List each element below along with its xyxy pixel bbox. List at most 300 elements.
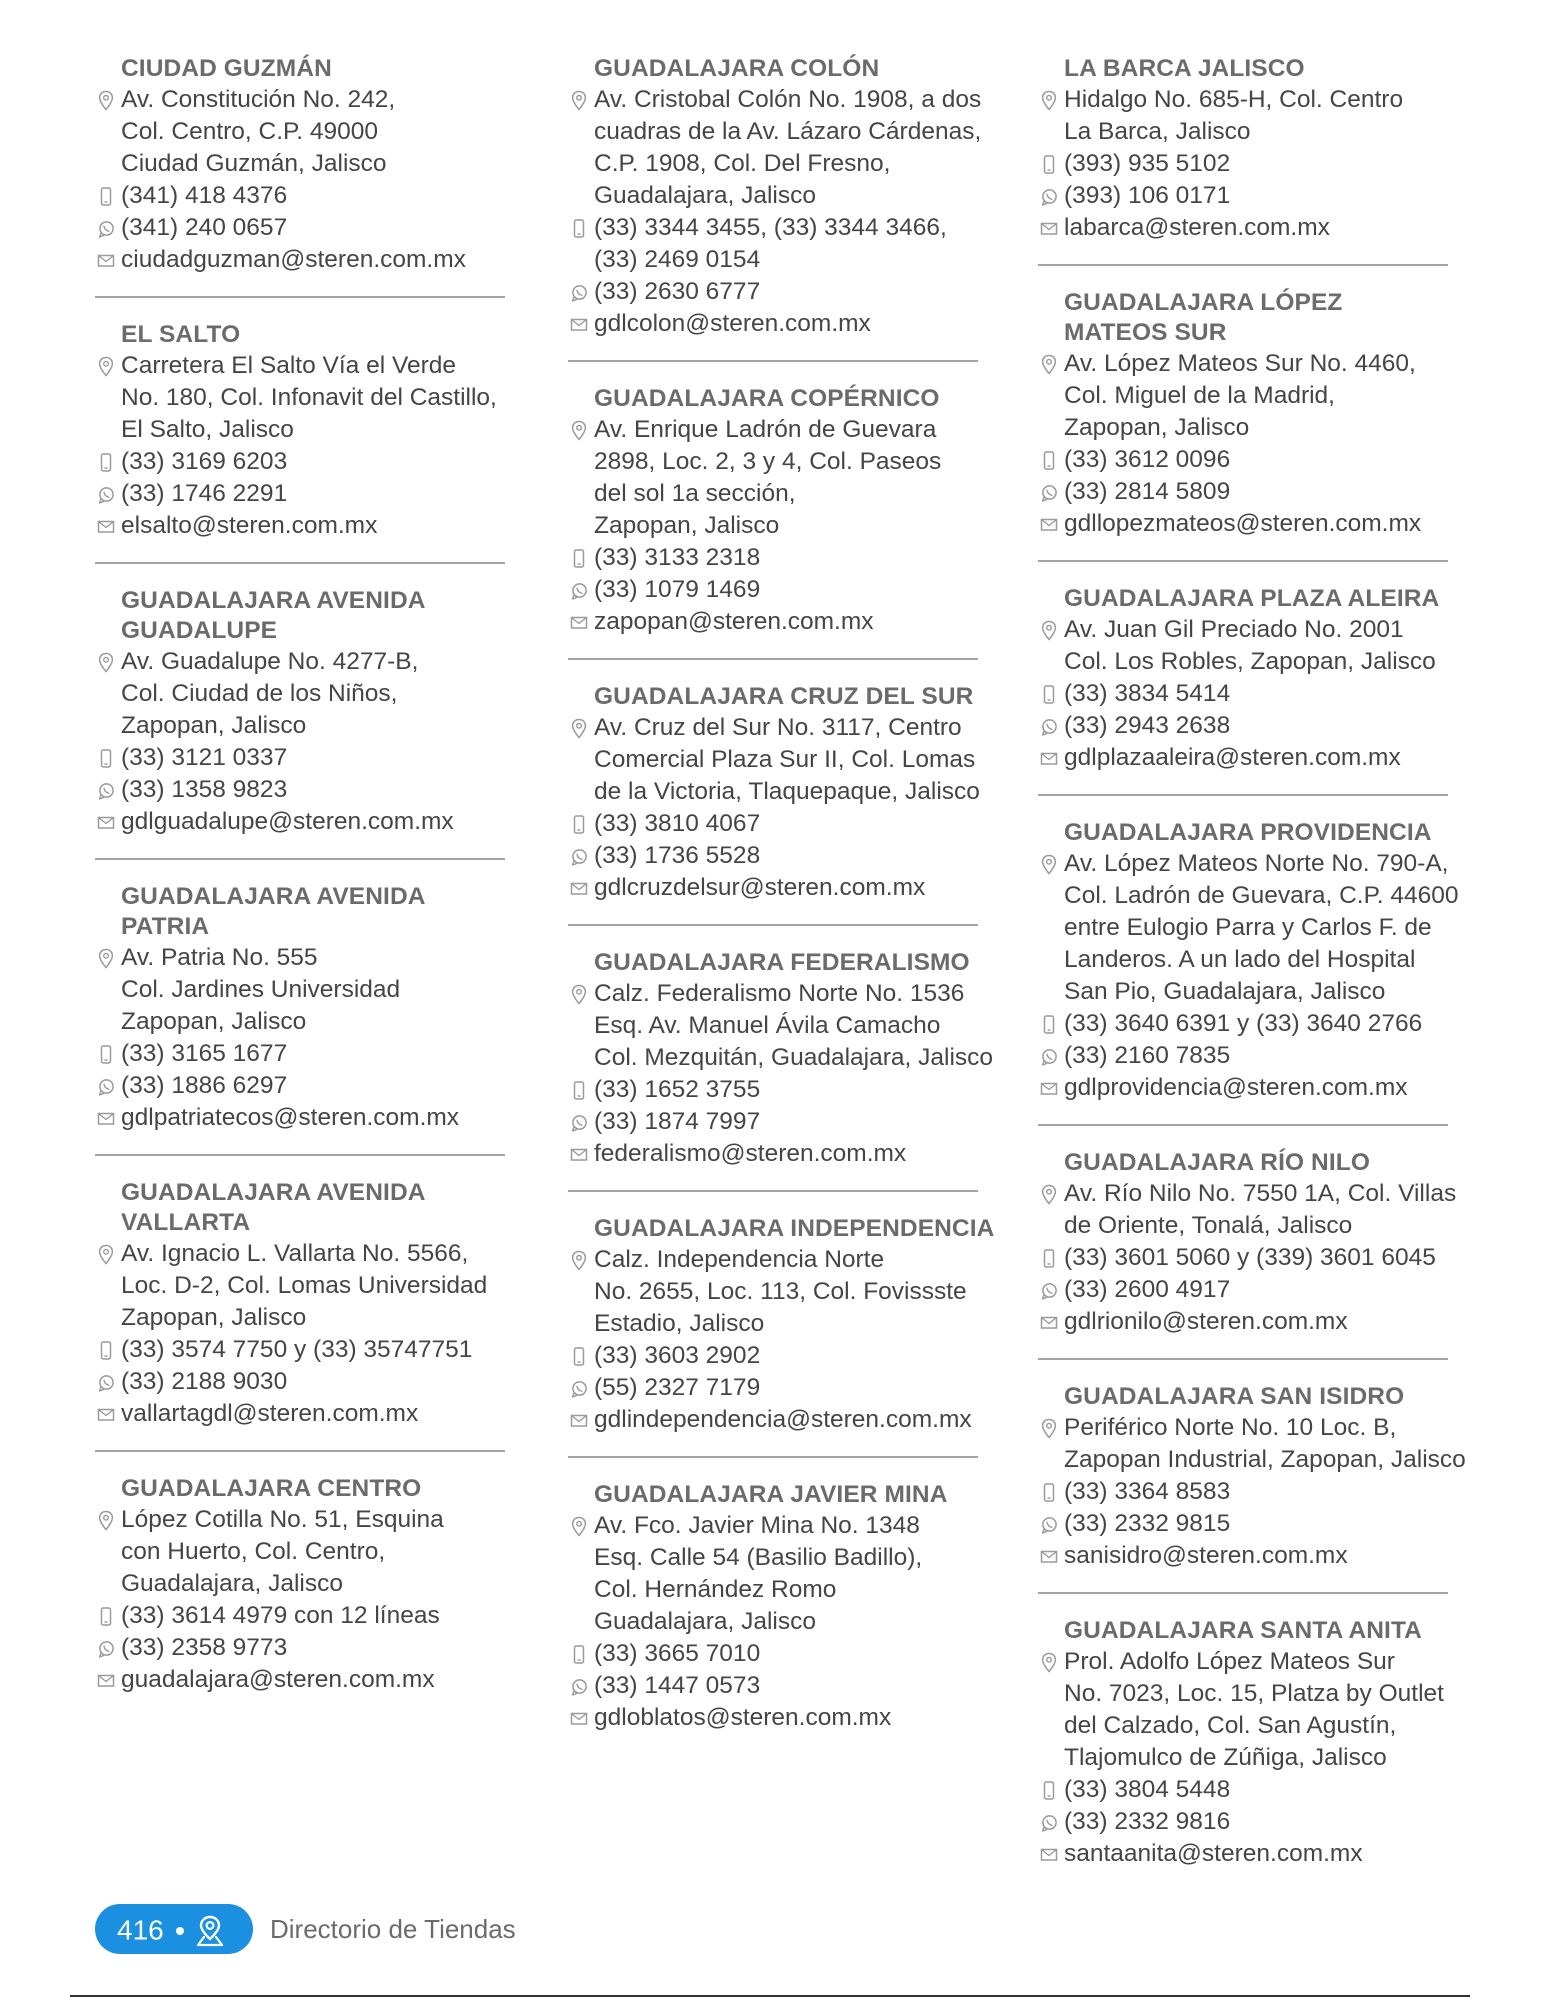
envelope-icon <box>570 1143 588 1165</box>
store-phone-text: (33) 3834 5414 <box>1064 680 1231 707</box>
store-address-line-text: Zapopan Industrial, Zapopan, Jalisco <box>1064 1446 1466 1473</box>
store-phone-text: (33) 2469 0154 <box>594 246 761 273</box>
envelope-icon <box>570 313 588 335</box>
whatsapp-icon <box>97 483 115 505</box>
store-divider <box>95 562 505 564</box>
store-address-line-text: Av. Guadalupe No. 4277-B, <box>121 648 419 675</box>
store-address-line-text: Zapopan, Jalisco <box>594 512 780 539</box>
store-name: GUADALAJARA PROVIDENCIA <box>1064 819 1432 846</box>
store-whatsapp <box>594 1106 998 1138</box>
store-address-line-text: Av. López Mateos Sur No. 4460, <box>1064 350 1416 377</box>
store-address-line-text: Av. Enrique Ladrón de Guevara <box>594 416 937 443</box>
store-address-line <box>1064 848 1468 880</box>
store-email-link[interactable] <box>1064 1306 1468 1338</box>
store-address-line <box>121 1568 525 1600</box>
store-email-link-text: ciudadguzman@steren.com.mx <box>121 246 466 273</box>
store-address-line <box>594 744 998 776</box>
store-address-line <box>1064 348 1468 380</box>
store-address-line <box>594 478 998 510</box>
store-address-line-text: Prol. Adolfo López Mateos Sur <box>1064 1648 1395 1675</box>
store-divider <box>95 858 505 860</box>
store-address-line-text: Col. Ciudad de los Niños, <box>121 680 398 707</box>
store-phone <box>1064 1242 1468 1274</box>
store-email-link-text: gdlcolon@steren.com.mx <box>594 310 871 337</box>
location-pin-icon <box>1040 1651 1058 1673</box>
store-address-line-text: Estadio, Jalisco <box>594 1310 765 1337</box>
location-pin-icon <box>97 1509 115 1531</box>
store-name: GUADALAJARA AVENIDA <box>121 587 426 614</box>
store-divider <box>568 924 978 926</box>
store-whatsapp-text: (33) 2600 4917 <box>1064 1276 1231 1303</box>
store-address-line <box>594 1510 998 1542</box>
store-address-line-text: de la Victoria, Tlaquepaque, Jalisco <box>594 778 980 805</box>
envelope-icon <box>1040 1545 1058 1567</box>
store-address-line <box>121 942 525 974</box>
mobile-phone-icon <box>1040 153 1058 175</box>
store-email-link[interactable] <box>121 1664 525 1696</box>
store-address-line-text: Loc. D-2, Col. Lomas Universidad <box>121 1272 488 1299</box>
store-email-link[interactable] <box>121 510 525 542</box>
store-email-link[interactable] <box>594 1404 998 1436</box>
store-email-link[interactable] <box>121 244 525 276</box>
store-email-link-text: santaanita@steren.com.mx <box>1064 1840 1363 1867</box>
store-whatsapp-text: (33) 1886 6297 <box>121 1072 288 1099</box>
store-address-line <box>594 446 998 478</box>
store-entry <box>95 54 525 276</box>
envelope-icon <box>1040 217 1058 239</box>
store-phone <box>121 180 525 212</box>
store-address-line-text: entre Eulogio Parra y Carlos F. de <box>1064 914 1432 941</box>
store-address-line <box>121 1006 525 1038</box>
store-address-line-text: Guadalajara, Jalisco <box>121 1570 343 1597</box>
store-address-line-text: Av. Ignacio L. Vallarta No. 5566, <box>121 1240 469 1267</box>
store-name: CIUDAD GUZMÁN <box>121 55 332 82</box>
envelope-icon <box>97 1403 115 1425</box>
store-email-link[interactable] <box>121 1102 525 1134</box>
directory-column-1 <box>95 54 525 1696</box>
store-email-link[interactable] <box>594 308 998 340</box>
store-email-link-text: gdlguadalupe@steren.com.mx <box>121 808 454 835</box>
whatsapp-icon <box>1040 1513 1058 1535</box>
store-phone-text: (33) 3665 7010 <box>594 1640 761 1667</box>
store-whatsapp <box>1064 1806 1468 1838</box>
store-phone <box>1064 1774 1468 1806</box>
store-email-link[interactable] <box>594 1138 998 1170</box>
store-address-line <box>594 116 998 148</box>
location-pin-icon <box>97 89 115 111</box>
store-address-line <box>594 1042 998 1074</box>
store-name: MATEOS SUR <box>1064 319 1227 346</box>
store-address-line <box>1064 1646 1468 1678</box>
store-whatsapp <box>121 212 525 244</box>
store-email-link[interactable] <box>1064 1540 1468 1572</box>
store-address-line-text: Guadalajara, Jalisco <box>594 1608 816 1635</box>
store-name: LA BARCA JALISCO <box>1064 55 1305 82</box>
store-phone <box>594 244 998 276</box>
store-address-line-text: C.P. 1908, Col. Del Fresno, <box>594 150 891 177</box>
mobile-phone-icon <box>570 217 588 239</box>
store-phone-text: (33) 3640 6391 y (33) 3640 2766 <box>1064 1010 1423 1037</box>
section-title: Directorio de Tiendas <box>270 1914 516 1944</box>
store-address-line-text: Av. López Mateos Norte No. 790-A, <box>1064 850 1449 877</box>
store-email-link[interactable] <box>1064 1072 1468 1104</box>
store-whatsapp <box>1064 710 1468 742</box>
store-address-line <box>1064 1412 1468 1444</box>
mobile-phone-icon <box>570 1643 588 1665</box>
whatsapp-icon <box>97 1637 115 1659</box>
store-address-line <box>121 350 525 382</box>
store-address-line <box>1064 116 1468 148</box>
location-pin-icon <box>1040 619 1058 641</box>
store-divider <box>568 1456 978 1458</box>
store-whatsapp <box>121 1366 525 1398</box>
store-address-line-text: Col. Centro, C.P. 49000 <box>121 118 378 145</box>
whatsapp-icon <box>570 1675 588 1697</box>
store-email-link-text: labarca@steren.com.mx <box>1064 214 1330 241</box>
store-phone-text: (33) 3574 7750 y (33) 35747751 <box>121 1336 473 1363</box>
store-name: GUADALAJARA INDEPENDENCIA <box>594 1215 995 1242</box>
store-divider <box>1038 1592 1448 1594</box>
store-address-line-text: cuadras de la Av. Lázaro Cárdenas, <box>594 118 982 145</box>
store-email-link-text: sanisidro@steren.com.mx <box>1064 1542 1348 1569</box>
store-address-line <box>594 510 998 542</box>
store-address-line-text: Zapopan, Jalisco <box>121 712 307 739</box>
store-name: PATRIA <box>121 913 210 940</box>
store-divider <box>95 296 505 298</box>
store-whatsapp <box>1064 476 1468 508</box>
store-whatsapp <box>1064 1040 1468 1072</box>
store-address-line-text: Esq. Av. Manuel Ávila Camacho <box>594 1012 941 1039</box>
store-email-link-text: gdllopezmateos@steren.com.mx <box>1064 510 1422 537</box>
store-whatsapp <box>1064 1508 1468 1540</box>
store-name: GUADALAJARA AVENIDA <box>121 883 426 910</box>
store-email-link-text: federalismo@steren.com.mx <box>594 1140 907 1167</box>
store-address-line <box>1064 614 1468 646</box>
mobile-phone-icon <box>570 813 588 835</box>
store-address-line <box>594 84 998 116</box>
store-address-line-text: Calz. Federalismo Norte No. 1536 <box>594 980 965 1007</box>
store-whatsapp-text: (393) 106 0171 <box>1064 182 1231 209</box>
store-entry <box>1038 54 1468 244</box>
mobile-phone-icon <box>97 1339 115 1361</box>
whatsapp-icon <box>570 579 588 601</box>
store-name: GUADALAJARA CRUZ DEL SUR <box>594 683 974 710</box>
store-entry <box>95 1178 525 1430</box>
location-pin-icon <box>570 717 588 739</box>
store-whatsapp-text: (33) 1874 7997 <box>594 1108 761 1135</box>
location-pin-icon <box>570 1249 588 1271</box>
store-phone <box>121 1600 525 1632</box>
store-email-link[interactable] <box>1064 212 1468 244</box>
store-address-line <box>594 180 998 212</box>
store-email-link[interactable] <box>1064 1838 1468 1870</box>
store-address-line-text: 2898, Loc. 2, 3 y 4, Col. Paseos <box>594 448 942 475</box>
store-email-link[interactable] <box>1064 742 1468 774</box>
store-address-line-text: Calz. Independencia Norte <box>594 1246 885 1273</box>
store-phone <box>121 742 525 774</box>
mobile-phone-icon <box>1040 1481 1058 1503</box>
whatsapp-icon <box>570 1111 588 1133</box>
store-whatsapp-text: (33) 2160 7835 <box>1064 1042 1231 1069</box>
envelope-icon <box>1040 1077 1058 1099</box>
whatsapp-icon <box>97 779 115 801</box>
store-phone-text: (33) 3133 2318 <box>594 544 761 571</box>
store-phone <box>1064 1008 1468 1040</box>
store-address-line <box>121 710 525 742</box>
separator-dot <box>176 1927 184 1935</box>
store-address-line <box>594 1276 998 1308</box>
store-name: VALLARTA <box>121 1209 251 1236</box>
store-entry <box>1038 584 1468 774</box>
store-address-line <box>594 1542 998 1574</box>
store-phone-text: (33) 3344 3455, (33) 3344 3466, <box>594 214 947 241</box>
store-email-link-text: gdlplazaaleira@steren.com.mx <box>1064 744 1401 771</box>
store-name: GUADALAJARA JAVIER MINA <box>594 1481 948 1508</box>
whatsapp-icon <box>97 1371 115 1393</box>
store-phone-text: (33) 3364 8583 <box>1064 1478 1231 1505</box>
store-whatsapp <box>121 1070 525 1102</box>
location-pin-icon <box>1040 89 1058 111</box>
store-whatsapp <box>121 774 525 806</box>
store-whatsapp <box>594 1372 998 1404</box>
store-address-line-text: No. 180, Col. Infonavit del Castillo, <box>121 384 497 411</box>
store-email-link[interactable] <box>121 1398 525 1430</box>
store-address-line <box>121 116 525 148</box>
footer-divider <box>70 1995 1470 1997</box>
store-name: GUADALUPE <box>121 617 278 644</box>
store-whatsapp <box>1064 1274 1468 1306</box>
store-email-link-text: gdlindependencia@steren.com.mx <box>594 1406 972 1433</box>
store-address-line <box>121 678 525 710</box>
store-entry <box>1038 1616 1468 1870</box>
store-phone <box>594 1638 998 1670</box>
store-name: GUADALAJARA RÍO NILO <box>1064 1149 1370 1176</box>
store-phone-text: (33) 3121 0337 <box>121 744 288 771</box>
store-address-line <box>121 148 525 180</box>
store-address-line <box>1064 380 1468 412</box>
store-address-line-text: San Pio, Guadalajara, Jalisco <box>1064 978 1386 1005</box>
store-phone-text: (33) 1652 3755 <box>594 1076 761 1103</box>
store-email-link[interactable] <box>121 806 525 838</box>
store-address-line <box>1064 1178 1468 1210</box>
store-divider <box>95 1154 505 1156</box>
store-address-line <box>1064 944 1468 976</box>
store-address-line-text: Col. Hernández Romo <box>594 1576 837 1603</box>
store-name: GUADALAJARA COLÓN <box>594 55 880 82</box>
store-address-line <box>1064 412 1468 444</box>
store-entry <box>568 682 998 904</box>
store-email-link-text: gdlcruzdelsur@steren.com.mx <box>594 874 926 901</box>
mobile-phone-icon <box>97 451 115 473</box>
store-address-line <box>594 1606 998 1638</box>
store-address-line-text: Av. Cristobal Colón No. 1908, a dos <box>594 86 982 113</box>
store-whatsapp-text: (33) 2814 5809 <box>1064 478 1231 505</box>
store-divider <box>1038 264 1448 266</box>
mobile-phone-icon <box>97 185 115 207</box>
store-address-line-text: Av. Río Nilo No. 7550 1A, Col. Villas <box>1064 1180 1457 1207</box>
store-phone-text: (33) 3614 4979 con 12 líneas <box>121 1602 440 1629</box>
store-phone <box>594 1340 998 1372</box>
store-phone <box>594 1074 998 1106</box>
mobile-phone-icon <box>1040 1779 1058 1801</box>
location-pin-icon <box>570 419 588 441</box>
whatsapp-icon <box>570 845 588 867</box>
store-email-link-text: guadalajara@steren.com.mx <box>121 1666 435 1693</box>
whatsapp-icon <box>1040 715 1058 737</box>
store-divider <box>568 360 978 362</box>
envelope-icon <box>1040 747 1058 769</box>
store-address-line-text: Col. Ladrón de Guevara, C.P. 44600 <box>1064 882 1459 909</box>
store-phone <box>1064 678 1468 710</box>
store-phone-text: (33) 3804 5448 <box>1064 1776 1231 1803</box>
mobile-phone-icon <box>1040 1247 1058 1269</box>
store-address-line-text: Col. Los Robles, Zapopan, Jalisco <box>1064 648 1436 675</box>
store-address-line-text: Periférico Norte No. 10 Loc. B, <box>1064 1414 1397 1441</box>
store-name: GUADALAJARA PLAZA ALEIRA <box>1064 585 1440 612</box>
store-whatsapp <box>1064 180 1468 212</box>
store-entry <box>568 54 998 340</box>
store-whatsapp-text: (341) 240 0657 <box>121 214 288 241</box>
store-address-line-text: Av. Fco. Javier Mina No. 1348 <box>594 1512 920 1539</box>
store-entry <box>1038 818 1468 1104</box>
store-whatsapp-text: (33) 2358 9773 <box>121 1634 288 1661</box>
store-divider <box>1038 1124 1448 1126</box>
store-whatsapp <box>121 1632 525 1664</box>
store-address-line-text: Col. Mezquitán, Guadalajara, Jalisco <box>594 1044 994 1071</box>
store-email-link[interactable] <box>1064 508 1468 540</box>
store-email-link-text: vallartagdl@steren.com.mx <box>121 1400 419 1427</box>
store-phone <box>121 1334 525 1366</box>
store-address-line <box>594 978 998 1010</box>
whatsapp-icon <box>1040 481 1058 503</box>
location-pin-icon <box>97 947 115 969</box>
store-email-link[interactable] <box>594 1702 998 1734</box>
store-whatsapp-text: (33) 2943 2638 <box>1064 712 1231 739</box>
store-address-line <box>121 1270 525 1302</box>
store-address-line-text: Zapopan, Jalisco <box>1064 414 1250 441</box>
store-phone-text: (33) 3603 2902 <box>594 1342 761 1369</box>
location-pin-icon <box>1040 1417 1058 1439</box>
envelope-icon <box>570 611 588 633</box>
store-address-line-text: No. 7023, Loc. 15, Platza by Outlet <box>1064 1680 1444 1707</box>
store-address-line-text: Esq. Calle 54 (Basilio Badillo), <box>594 1544 923 1571</box>
store-whatsapp <box>594 1670 998 1702</box>
envelope-icon <box>97 1669 115 1691</box>
store-address-line <box>1064 912 1468 944</box>
store-address-line <box>1064 880 1468 912</box>
store-whatsapp <box>594 840 998 872</box>
envelope-icon <box>1040 513 1058 535</box>
store-entry <box>568 1214 998 1436</box>
store-address-line <box>594 414 998 446</box>
store-divider <box>95 1450 505 1452</box>
store-address-line-text: Ciudad Guzmán, Jalisco <box>121 150 387 177</box>
store-entry <box>1038 288 1468 540</box>
store-whatsapp-text: (33) 2332 9815 <box>1064 1510 1231 1537</box>
store-whatsapp-text: (33) 1358 9823 <box>121 776 288 803</box>
store-address-line <box>1064 976 1468 1008</box>
store-whatsapp-text: (33) 2188 9030 <box>121 1368 288 1395</box>
store-whatsapp-text: (33) 1746 2291 <box>121 480 288 507</box>
store-divider <box>568 1190 978 1192</box>
store-address-line-text: del Calzado, Col. San Agustín, <box>1064 1712 1397 1739</box>
store-address-line <box>1064 1210 1468 1242</box>
store-phone-text: (33) 3165 1677 <box>121 1040 288 1067</box>
envelope-icon <box>1040 1843 1058 1865</box>
directory-column-2 <box>568 54 998 1734</box>
store-address-line-text: Av. Patria No. 555 <box>121 944 318 971</box>
store-address-line <box>121 414 525 446</box>
store-phone-text: (33) 3612 0096 <box>1064 446 1231 473</box>
whatsapp-icon <box>97 1075 115 1097</box>
envelope-icon <box>1040 1311 1058 1333</box>
store-address-line <box>121 974 525 1006</box>
store-email-link[interactable] <box>594 606 998 638</box>
store-address-line <box>594 1010 998 1042</box>
store-address-line <box>594 712 998 744</box>
store-address-line <box>1064 84 1468 116</box>
location-pin-icon <box>570 89 588 111</box>
whatsapp-icon <box>1040 1045 1058 1067</box>
store-phone <box>121 446 525 478</box>
map-pin-icon <box>194 1914 226 1948</box>
whatsapp-icon <box>97 217 115 239</box>
store-whatsapp-text: (33) 1447 0573 <box>594 1672 761 1699</box>
store-name: GUADALAJARA FEDERALISMO <box>594 949 970 976</box>
store-phone <box>594 808 998 840</box>
store-email-link-text: gdlprovidencia@steren.com.mx <box>1064 1074 1408 1101</box>
store-address-line-text: El Salto, Jalisco <box>121 416 294 443</box>
store-phone-text: (393) 935 5102 <box>1064 150 1231 177</box>
store-address-line-text: Tlajomulco de Zúñiga, Jalisco <box>1064 1744 1387 1771</box>
store-address-line <box>594 776 998 808</box>
whatsapp-icon <box>570 1377 588 1399</box>
store-address-line <box>121 84 525 116</box>
location-pin-icon <box>570 1515 588 1537</box>
store-entry <box>95 586 525 838</box>
mobile-phone-icon <box>570 1345 588 1367</box>
store-phone <box>1064 444 1468 476</box>
store-whatsapp <box>594 574 998 606</box>
page-number: 416 <box>117 1914 164 1946</box>
mobile-phone-icon <box>570 547 588 569</box>
store-address-line-text: Hidalgo No. 685-H, Col. Centro <box>1064 86 1404 113</box>
store-address-line-text: Comercial Plaza Sur II, Col. Lomas <box>594 746 976 773</box>
store-phone <box>1064 1476 1468 1508</box>
store-whatsapp-text: (33) 2332 9816 <box>1064 1808 1231 1835</box>
store-address-line-text: Carretera El Salto Vía el Verde <box>121 352 457 379</box>
mobile-phone-icon <box>97 1043 115 1065</box>
store-address-line-text: del sol 1a sección, <box>594 480 796 507</box>
store-whatsapp <box>594 276 998 308</box>
store-address-line <box>594 1574 998 1606</box>
store-address-line <box>1064 1444 1468 1476</box>
store-name: GUADALAJARA CENTRO <box>121 1475 422 1502</box>
envelope-icon <box>570 1707 588 1729</box>
store-address-line-text: Av. Juan Gil Preciado No. 2001 <box>1064 616 1404 643</box>
store-email-link[interactable] <box>594 872 998 904</box>
store-divider <box>1038 560 1448 562</box>
store-address-line-text: López Cotilla No. 51, Esquina <box>121 1506 444 1533</box>
store-email-link-text: gdloblatos@steren.com.mx <box>594 1704 892 1731</box>
store-name: EL SALTO <box>121 321 241 348</box>
envelope-icon <box>570 1409 588 1431</box>
store-entry <box>568 384 998 638</box>
location-pin-icon <box>97 1243 115 1265</box>
whatsapp-icon <box>1040 185 1058 207</box>
store-address-line-text: Col. Miguel de la Madrid, <box>1064 382 1335 409</box>
store-address-line <box>121 1504 525 1536</box>
